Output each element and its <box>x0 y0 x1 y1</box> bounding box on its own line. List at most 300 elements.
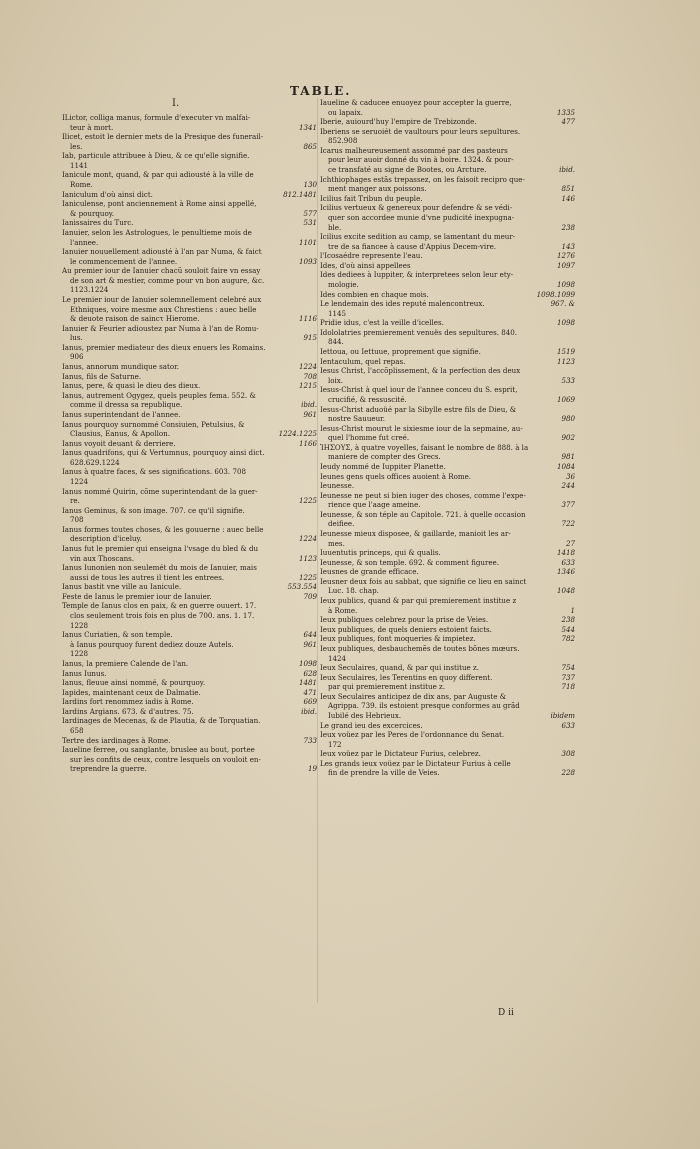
index-entry-line <box>320 223 575 233</box>
entry-text: pour leur auoir donné du vin à boire. 1324. & pour- <box>328 155 514 165</box>
entry-text: quel l'homme fut creé. <box>328 433 410 443</box>
entry-text: Ianus bastit vne ville au Ianicule. <box>62 582 182 592</box>
index-entry-line <box>320 127 575 137</box>
index-entry-line <box>62 180 317 190</box>
index-entry-line <box>320 366 575 376</box>
entry-text: à Rome. <box>328 605 358 615</box>
entry-reference: 1346 <box>556 567 575 577</box>
index-entry-line <box>320 184 575 194</box>
entry-text: comme il dressa sa republique. <box>70 400 183 410</box>
entry-text: le commencement de l'annee. <box>70 256 178 266</box>
entry-reference: 708 <box>303 371 317 381</box>
entry-reference: 471 <box>303 687 317 697</box>
index-column-left <box>62 98 317 774</box>
index-entry-line <box>320 136 575 146</box>
entry-text: Iardinages de Mecenas, & de Plautia, & de Torquatian. <box>62 716 261 726</box>
index-entry-line <box>62 429 317 439</box>
entry-text: Ianus à quatre faces, & ses significations. 603. 708 <box>62 467 246 477</box>
entry-reference: 1418 <box>556 548 575 558</box>
entry-reference: 143 <box>561 241 575 251</box>
index-entry-line <box>62 381 317 391</box>
index-entry-line <box>62 448 317 458</box>
index-entry-line <box>62 372 317 382</box>
index-entry-line <box>62 132 317 142</box>
entry-text: Ianissaires du Turc. <box>62 218 134 228</box>
index-entry-line <box>320 692 575 702</box>
entry-reference: 1084 <box>556 461 575 471</box>
index-column-right <box>320 98 575 778</box>
index-entry-line <box>62 592 317 602</box>
entry-text: Iuuentutis princeps, qui & qualis. <box>320 548 441 558</box>
entry-text: Ianicule mont, quand, & par qui adiousté à la ville de <box>62 170 254 180</box>
entry-reference: ibidem <box>550 711 575 720</box>
entry-text: Ianus, annorum mundique sator. <box>62 362 179 372</box>
entry-reference: 1481 <box>298 678 317 688</box>
entry-reference: 1224 <box>298 362 317 372</box>
index-entry-line <box>62 487 317 497</box>
entry-text: Icilius fait Tribun du peuple. <box>320 193 423 203</box>
entry-text: 628.629.1224 <box>70 457 120 467</box>
index-entry-line <box>320 644 575 654</box>
index-entry-line <box>62 736 317 746</box>
entry-text: Agrippa. 739. ils estoient presque conformes au grãd <box>328 701 520 711</box>
entry-reference: 238 <box>561 615 575 625</box>
entry-text: les. <box>70 141 83 151</box>
entry-text: 844. <box>328 337 344 347</box>
entry-reference: 377 <box>561 500 575 510</box>
index-entry-line <box>320 433 575 443</box>
entry-reference: 754 <box>561 663 575 673</box>
entry-reference: 1519 <box>556 347 575 357</box>
entry-text: Ianiculense, pont anciennement à Rome ainsi appellé, <box>62 199 257 209</box>
entry-text: sur les confits de ceux, contre lesquels on vouloit en- <box>70 754 261 764</box>
index-entry-line <box>62 238 317 248</box>
entry-reference: 722 <box>561 519 575 529</box>
entry-text: 1141 <box>70 160 89 170</box>
index-entry-line <box>320 98 575 108</box>
index-entry-line <box>320 615 575 625</box>
entry-text: Iab, particule attribuee à Dieu, & ce qu'elle signifie. <box>62 151 250 161</box>
entry-text: Ieunesse, & son temple. 692. & comment figuree. <box>320 557 499 567</box>
entry-text: Iesus-Christ à quel iour de l'annee conceu du S. esprit, <box>320 385 518 395</box>
entry-text: Iaueline & caducee enuoyez pour accepter la guerre, <box>320 98 512 107</box>
index-entry-line <box>320 261 575 271</box>
entry-text: Ianus Geminus, & son image. 707. ce qu'il signifie. <box>62 505 245 515</box>
entry-reference: 1335 <box>556 107 575 117</box>
index-entry-line <box>320 347 575 357</box>
index-entry-line <box>320 663 575 673</box>
entry-reference: 915 <box>303 333 317 343</box>
index-entry-line <box>62 745 317 755</box>
entry-text: crucifié, & ressuscité. <box>328 394 407 404</box>
entry-text: Ieusner deux fois au sabbat, que signifie ce lieu en sainct <box>320 576 527 586</box>
entry-text: 852.908 <box>328 136 358 146</box>
index-entry-line <box>62 525 317 535</box>
index-entry-line <box>62 362 317 372</box>
entry-text: Ides dediees à Iuppiter, & interpretees selon leur ety- <box>320 270 514 280</box>
entry-text: de son art & mestier, comme pour vn bon augure, &c. <box>70 275 265 285</box>
entry-reference: 36 <box>565 471 575 481</box>
index-entry-line <box>320 337 575 347</box>
entry-text: Iapides, maintenant ceux de Dalmatie. <box>62 687 201 697</box>
index-entry-line <box>320 654 575 664</box>
index-entry-line <box>62 477 317 487</box>
entry-text: l'Icosaédre represente l'eau. <box>320 251 423 261</box>
entry-text: Ieux publics, quand & par qui premierement institue z <box>320 596 517 606</box>
index-entry-line <box>62 352 317 362</box>
entry-text: mologie. <box>328 279 359 289</box>
entry-text: ment manger aux poissons. <box>328 184 427 194</box>
index-entry-line <box>62 697 317 707</box>
page-header: TABLE. <box>290 84 352 98</box>
index-entry-line <box>320 567 575 577</box>
index-entry-line <box>320 529 575 539</box>
entry-text: Ianus superintendant de l'annee. <box>62 409 181 419</box>
entry-reference: 961 <box>303 409 317 419</box>
entry-text: Clausius, Eanus, & Apollon. <box>70 429 170 439</box>
entry-reference: 308 <box>561 749 575 759</box>
entry-list-left <box>62 113 317 774</box>
entry-text: Ieunesse. <box>320 481 355 491</box>
entry-text: Ianus quadrifons, qui & Vertumnus, pourquoy ainsi dict. <box>62 448 265 458</box>
index-entry-line <box>320 759 575 769</box>
entry-text: Ilicet, estoit le dernier mets de la Presique des funerail- <box>62 132 264 142</box>
entry-reference: 633 <box>561 557 575 567</box>
index-entry-line <box>62 218 317 228</box>
entry-text: quer son accordee munie d'vne pudicité inexpugna- <box>328 212 515 222</box>
entry-reference: 1 <box>570 605 575 615</box>
entry-text: Ieux publiques, de quels deniers estoient faicts. <box>320 624 492 634</box>
entry-reference: 851 <box>561 184 575 194</box>
entry-reference: 1224 <box>298 534 317 544</box>
entry-reference: ibid. <box>301 400 317 410</box>
entry-text: ou lapaix. <box>328 107 363 117</box>
index-entry-line <box>62 544 317 554</box>
index-entry-line <box>320 146 575 156</box>
entry-text: Iardins Argians. 673. & d'autres. 75. <box>62 706 194 716</box>
entry-reference: 1166 <box>298 438 317 448</box>
entry-text: Icarus malheureusement assommé par des pasteurs <box>320 145 508 155</box>
entry-text: Ieunesse, & son téple au Capitole. 721. à quelle occasion <box>320 509 526 519</box>
index-entry-line <box>320 165 575 175</box>
entry-reference: 812.1481 <box>283 189 317 199</box>
entry-text: Le premier iour de Ianuier solemnellement celebré aux <box>62 294 262 304</box>
entry-text: Iesus-Christ aduoüé par la Sibylle estre fils de Dieu, & <box>320 404 517 414</box>
entry-reference: 633 <box>561 720 575 730</box>
index-entry-line <box>320 596 575 606</box>
entry-reference: 733 <box>303 735 317 745</box>
index-entry-line <box>62 688 317 698</box>
index-entry-line <box>320 424 575 434</box>
index-entry-line <box>62 400 317 410</box>
entry-text: Iberie, auiourd'huy l'empire de Trebizonde. <box>320 117 477 127</box>
index-entry-line <box>320 376 575 386</box>
entry-text: rience que l'aage ameine. <box>328 500 421 510</box>
entry-reference: 577 <box>303 208 317 218</box>
entry-text: 1424 <box>328 653 347 663</box>
entry-text: Ianus formes toutes choses, & les gouuerne : auec belle <box>62 524 264 534</box>
entry-text: Tertre des iardinages à Rome. <box>62 735 171 745</box>
entry-text: Ianus Iunus. <box>62 668 107 678</box>
index-entry-line <box>320 414 575 424</box>
entry-text: Ieunes gens quels offices auoient à Rome. <box>320 471 472 481</box>
entry-reference: 1098 <box>556 318 575 328</box>
index-entry-line <box>62 324 317 334</box>
entry-text: description d'iceluy. <box>70 534 142 544</box>
entry-reference: 1224.1225 <box>278 429 317 439</box>
entry-text: Ieux voüez par les Peres de l'ordonnance du Senat. <box>320 730 505 740</box>
entry-text: Rome. <box>70 180 93 190</box>
index-entry-line <box>62 573 317 583</box>
entry-text: lus. <box>70 333 83 343</box>
entry-text: Ianus voyoit deuant & derriere. <box>62 438 176 448</box>
entry-text: Ianus, autrement Ogygez, quels peuples fema. 552. & <box>62 390 256 400</box>
index-entry-line <box>62 669 317 679</box>
entry-text: Luc. 18. chap. <box>328 586 379 596</box>
section-letter: I. <box>172 98 180 109</box>
entry-text: 1224 <box>70 476 89 486</box>
entry-text: 172 <box>328 739 342 749</box>
entry-reference: 1341 <box>298 122 317 132</box>
index-entry-line <box>62 228 317 238</box>
entry-reference: 1123 <box>556 356 575 366</box>
entry-reference: 1225 <box>298 572 317 582</box>
entry-text: Ieux Seculaires, les Terentins en quoy different. <box>320 672 493 682</box>
index-entry-line <box>320 519 575 529</box>
index-entry-line <box>320 270 575 280</box>
index-entry-line <box>62 123 317 133</box>
entry-text: Ieunesse mieux disposee, & gaillarde, manioit les ar- <box>320 529 511 539</box>
index-entry-line <box>62 630 317 640</box>
entry-text: Iesus Christ, l'accõplissement, & la perfection des deux <box>320 366 521 376</box>
index-entry-line <box>320 625 575 635</box>
index-entry-line <box>320 510 575 520</box>
entry-text: Ianus Curiatien, & son temple. <box>62 630 173 640</box>
index-entry-line <box>320 299 575 309</box>
index-entry-line <box>62 563 317 573</box>
index-entry-line <box>62 515 317 525</box>
entry-text: Ides, d'où ainsi appellees <box>320 260 411 270</box>
entry-text: Icilius excite sedition au camp, se lamentant du meur- <box>320 232 516 242</box>
index-entry-line <box>320 500 575 510</box>
entry-reference: 1225 <box>298 496 317 506</box>
index-entry-line <box>320 395 575 405</box>
index-entry-line <box>62 755 317 765</box>
index-entry-line <box>62 467 317 477</box>
entry-reference: 1116 <box>298 314 317 324</box>
entry-reference: 130 <box>303 180 317 190</box>
entry-text: mes. <box>328 538 345 548</box>
index-entry-line <box>320 175 575 185</box>
entry-text: 708 <box>70 515 84 525</box>
index-entry-line <box>62 295 317 305</box>
entry-reference: 1276 <box>556 251 575 261</box>
entry-text: Ieux Seculaires, quand, & par qui institue z. <box>320 663 479 673</box>
entry-text: Ianus fut le premier qui enseigna l'vsage du bled & du <box>62 544 259 554</box>
entry-text: Ianus pourquoy surnommé Consiuien, Petulsius, & <box>62 419 245 429</box>
entry-text: Iberiens se seruoiét de vaultours pour leurs sepultures. <box>320 126 521 136</box>
entry-reference: 865 <box>303 141 317 151</box>
index-entry-line <box>62 582 317 592</box>
entry-text: treprendre la guerre. <box>70 764 147 774</box>
column-divider <box>317 98 318 1003</box>
entry-text: ce transfaté au signe de Bootes, ou Arcture. <box>328 165 487 175</box>
entry-text: re. <box>70 496 80 506</box>
entry-text: Les grands ieux voüez par le Dictateur Furius à celle <box>320 758 511 768</box>
entry-reference: 1097 <box>556 260 575 270</box>
entry-text: maniere de compter des Grecs. <box>328 452 441 462</box>
index-entry-line <box>62 170 317 180</box>
entry-reference: 1069 <box>556 394 575 404</box>
entry-reference: ibid. <box>301 706 317 716</box>
index-entry-line <box>62 314 317 324</box>
entry-reference: 1101 <box>298 237 317 247</box>
entry-reference: 244 <box>561 481 575 491</box>
entry-text: Ianus Iunonien non seulemét du mois de Ianuier, mais <box>62 563 257 573</box>
entry-text: à Ianus pourquoy furent dediez douze Autels. <box>70 639 234 649</box>
index-entry-line <box>320 673 575 683</box>
entry-reference: 902 <box>561 433 575 443</box>
entry-text: Idololatries premierement venuës des sepultures. 840. <box>320 327 518 337</box>
entry-text: Ianus, la premiere Calende de l'an. <box>62 658 189 668</box>
entry-text: l'annee. <box>70 237 99 247</box>
entry-reference: 1048 <box>556 586 575 596</box>
index-entry-line <box>320 290 575 300</box>
entry-text: teur à mort. <box>70 122 114 132</box>
index-entry-line <box>62 391 317 401</box>
index-entry-line <box>62 420 317 430</box>
entry-reference: 533 <box>561 375 575 385</box>
index-entry-line <box>62 190 317 200</box>
entry-text: & deuote raison de saincτ Hierome. <box>70 314 200 324</box>
entry-text: Ianuier, selon les Astrologues, le penultieme mois de <box>62 227 252 237</box>
entry-text: vin aux Thoscans. <box>70 553 135 563</box>
index-entry-line <box>62 496 317 506</box>
index-entry-line <box>320 586 575 596</box>
index-entry-line <box>62 276 317 286</box>
entry-reference: 1093 <box>298 256 317 266</box>
entry-text: fin de prendre la ville de Veies. <box>328 768 440 778</box>
entry-text: Ianus, premier mediateur des dieux enuers les Romains. <box>62 342 266 352</box>
entry-text: tre de sa fiancee à cause d'Appius Decem-vire. <box>328 241 497 251</box>
entry-text: Ieux publiques celebrez pour la prise de Veies. <box>320 615 489 625</box>
entry-reference: 644 <box>303 630 317 640</box>
entry-text: Ieudy nommé de Iuppiter Planette. <box>320 461 446 471</box>
entry-text: Ianuier & Feurier adioustez par Numa à l'an de Romu- <box>62 323 259 333</box>
entry-text: Le lendemain des ides reputé malencontreux. <box>320 299 485 309</box>
entry-reference: 1123 <box>298 553 317 563</box>
index-entry-line <box>320 539 575 549</box>
index-entry-line <box>62 554 317 564</box>
entry-text: Ethniques, voire mesme aux Chrestiens : auec belle <box>70 304 257 314</box>
entry-text: nostre Sauueur. <box>328 414 386 424</box>
index-entry-line <box>320 701 575 711</box>
index-entry-line <box>320 203 575 213</box>
index-entry-line <box>320 606 575 616</box>
entry-reference: 628 <box>303 668 317 678</box>
entry-text: ἸΗΣΟΥΣ, à quatre voyelles, faisant le nombre de 888. à la <box>320 442 529 452</box>
index-entry-line <box>62 678 317 688</box>
index-entry-line <box>320 730 575 740</box>
index-entry-line <box>320 481 575 491</box>
entry-text: Ianuier nouuellement adiousté à l'an par Numa, & faict <box>62 247 262 257</box>
entry-reference: 146 <box>561 193 575 203</box>
entry-text: & pourquoy. <box>70 208 115 218</box>
index-entry-line <box>320 749 575 759</box>
entry-text: 1228 <box>70 620 89 630</box>
index-entry-line <box>62 151 317 161</box>
index-entry-line <box>320 251 575 261</box>
index-entry-line <box>62 266 317 276</box>
index-entry-line <box>62 209 317 219</box>
entry-text: Iubilé des Hebrieux. <box>328 711 402 720</box>
index-entry-line <box>320 385 575 395</box>
index-entry-line <box>320 213 575 223</box>
entry-text: 1145 <box>328 308 347 318</box>
entry-text: Ichthiophages estãs trepassez, on les faisoit recipro que- <box>320 174 525 184</box>
index-entry-line <box>320 711 575 721</box>
entry-text: 658 <box>70 726 84 735</box>
index-entry-line <box>320 117 575 127</box>
entry-reference: 1215 <box>298 381 317 391</box>
index-entry-line <box>320 558 575 568</box>
index-entry-line <box>62 113 317 123</box>
index-entry-line <box>320 328 575 338</box>
entry-text: Ientaculum, quel repas. <box>320 356 406 366</box>
entry-reference: ibid. <box>559 165 575 175</box>
entry-reference: 709 <box>303 591 317 601</box>
entry-text: Iardins fort renommez iadis à Rome. <box>62 697 194 707</box>
index-entry-line <box>320 443 575 453</box>
index-entry-line <box>62 439 317 449</box>
entry-reference: 980 <box>561 414 575 424</box>
index-entry-line <box>320 634 575 644</box>
index-entry-line <box>320 232 575 242</box>
index-entry-line <box>320 548 575 558</box>
index-entry-line <box>62 621 317 631</box>
index-entry-line <box>320 108 575 118</box>
index-entry-line <box>320 155 575 165</box>
index-entry-line <box>62 199 317 209</box>
entry-reference: 961 <box>303 639 317 649</box>
index-entry-line <box>62 659 317 669</box>
entry-text: aussi de tous les autres il tient les entrees. <box>70 572 225 582</box>
index-entry-line <box>62 716 317 726</box>
entry-text: Ieux publiques, font moqueries & impietez. <box>320 634 476 644</box>
index-entry-line <box>62 257 317 267</box>
entry-text: Ieux publiques, desbauchemẽs de toutes bõnes mœurs. <box>320 643 520 653</box>
entry-text: Ides combien en chaque mois. <box>320 289 429 299</box>
entry-reference: 1098 <box>298 658 317 668</box>
index-entry-line <box>320 768 575 778</box>
entry-text: Temple de Ianus clos en paix, & en guerre ouuert. 17. <box>62 601 257 611</box>
index-entry-line <box>320 577 575 587</box>
entry-text: 906 <box>70 352 84 362</box>
index-entry-line <box>62 305 317 315</box>
entry-text: Au premier iour de Ianuier chacũ souloit faire vn essay <box>62 266 261 276</box>
entry-text: Ianus nommé Quirin, cõme superintendant de la guer- <box>62 486 258 496</box>
index-entry-line <box>320 357 575 367</box>
entry-text: 1123.1224 <box>70 285 109 295</box>
entry-text: Ieux voüez par le Dictateur Furius, celebrez. <box>320 749 481 759</box>
entry-reference: 544 <box>561 624 575 634</box>
index-entry-line <box>62 458 317 468</box>
index-entry-line <box>62 601 317 611</box>
index-entry-line <box>320 318 575 328</box>
entry-text: ble. <box>328 222 342 232</box>
entry-reference: 718 <box>561 682 575 692</box>
entry-text: Ianus, fils de Saturne. <box>62 371 142 381</box>
